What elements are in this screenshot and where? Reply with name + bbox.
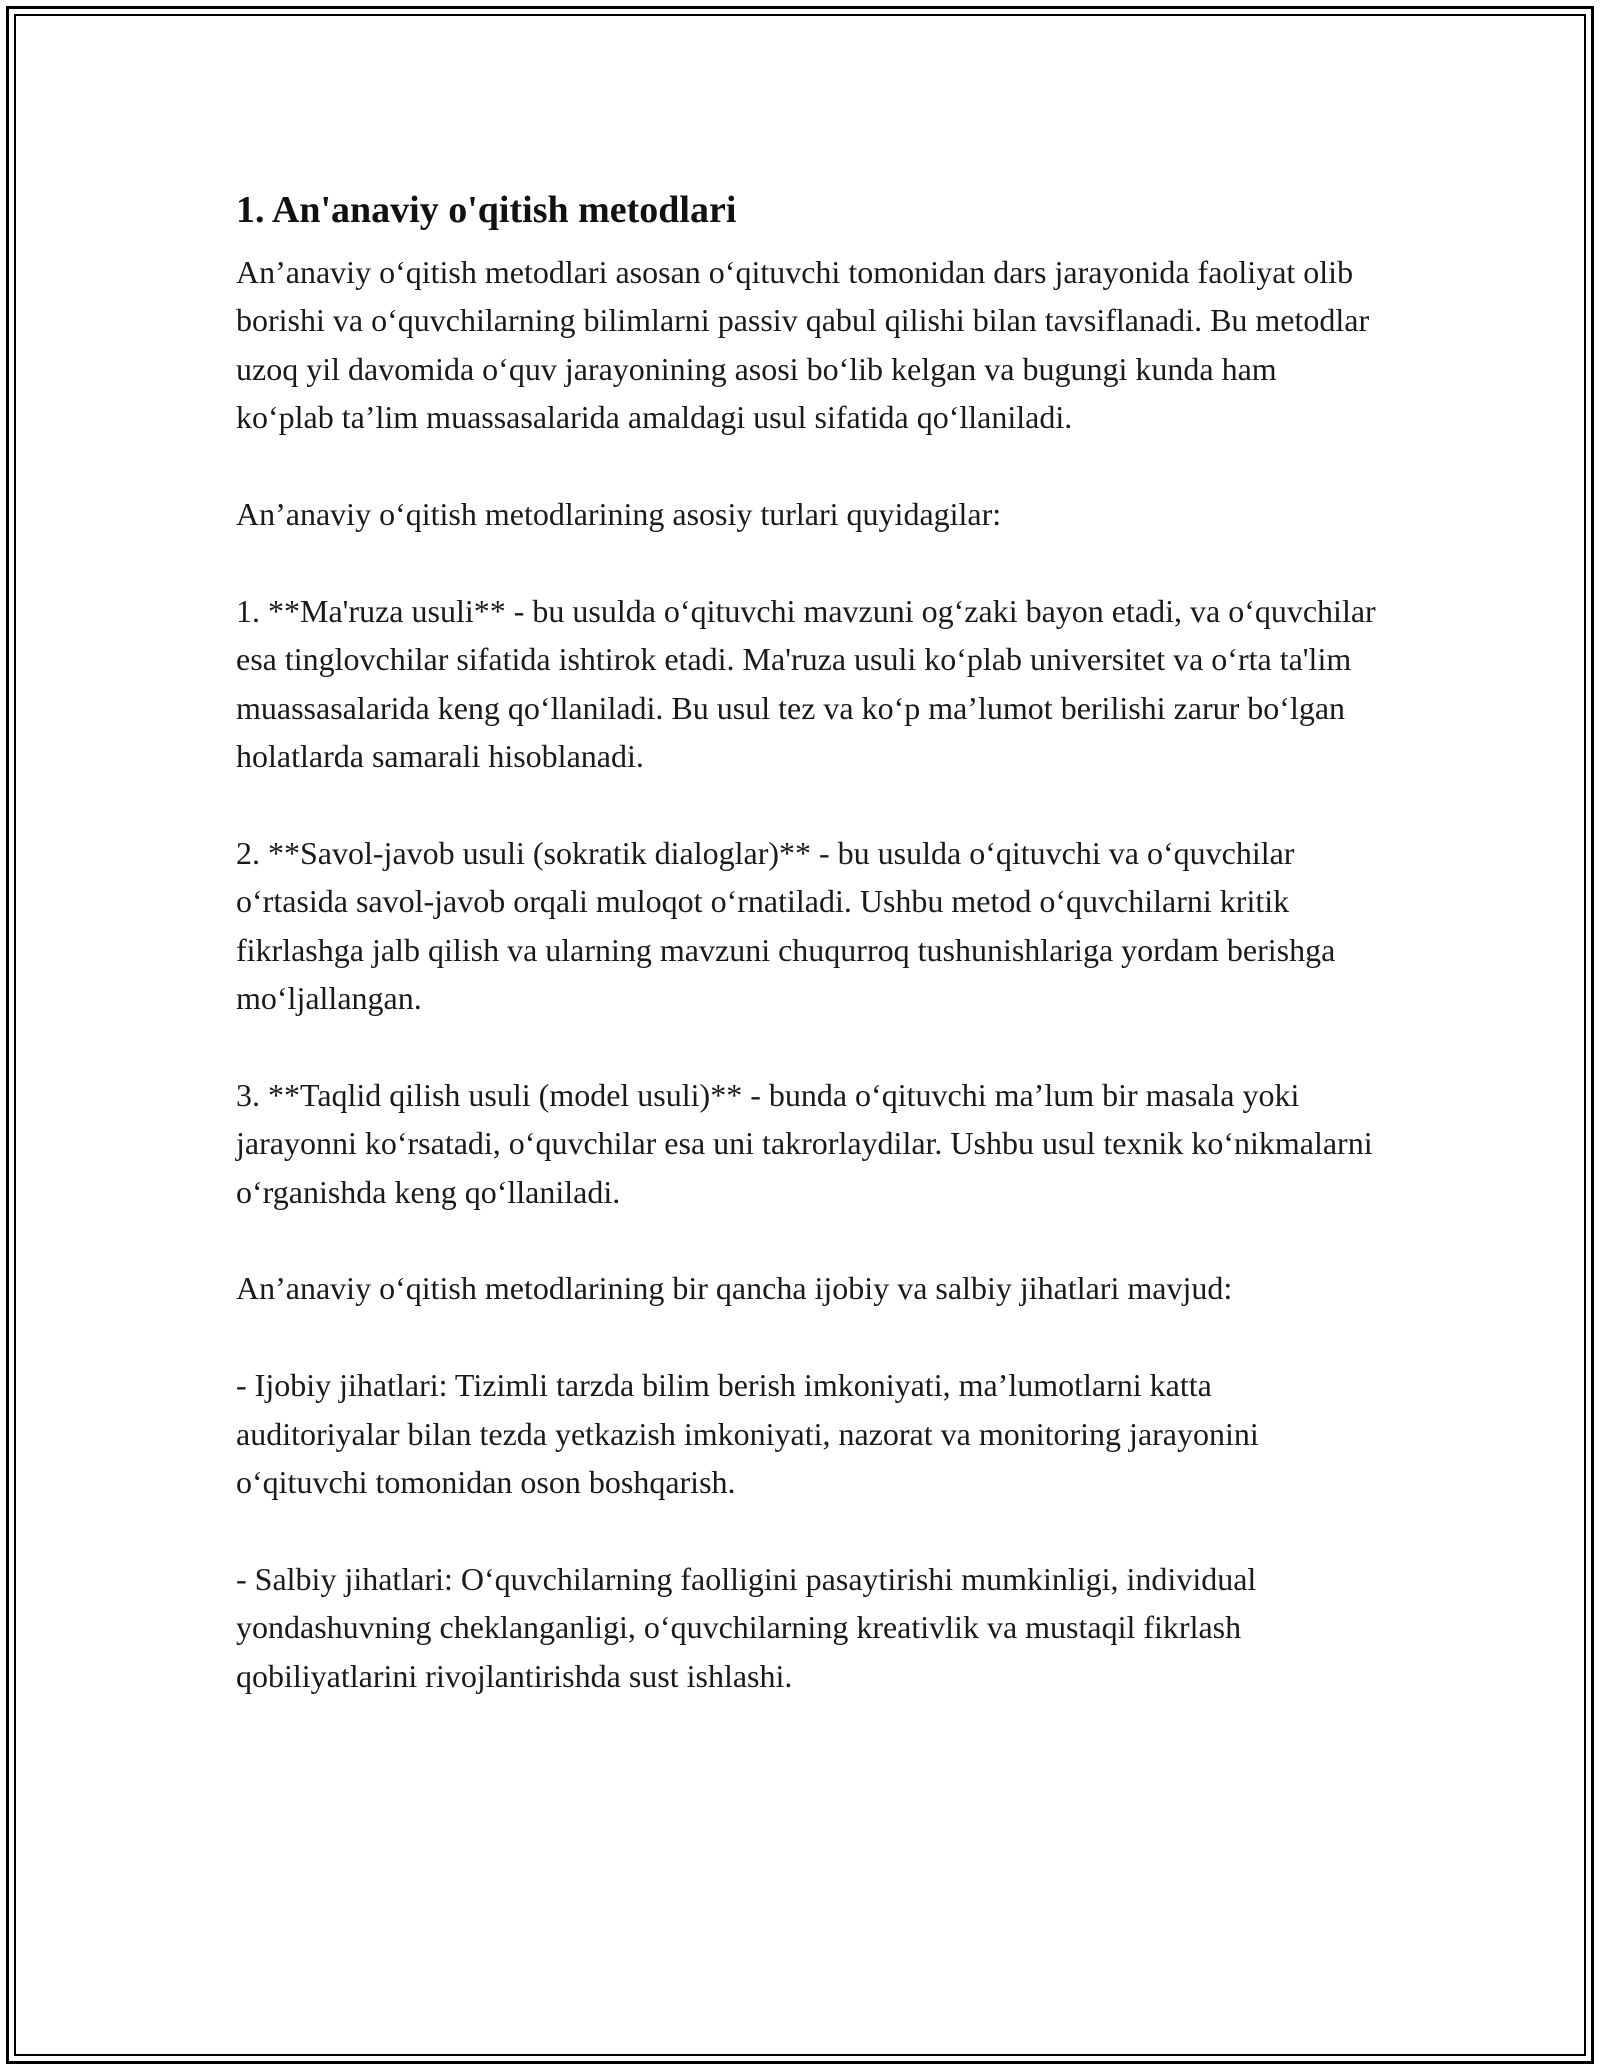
imitation-method-paragraph: 3. **Taqlid qilish usuli (model usuli)** - bunda o‘qituvchi ma’lum bir masala yoki jarayonni ko‘rsatadi, o‘quvchilar esa uni takrorlaydilar. Ushbu usul texnik ko‘nikmalarni o‘rganishda keng qo‘llaniladi.	[236, 1076, 1373, 1210]
types-intro-paragraph: An’anaviy o‘qitish metodlarining asosiy turlari quyidagilar:	[236, 496, 1002, 533]
question-answer-method-paragraph: 2. **Savol-javob usuli (sokratik dialoglar)** - bu usulda o‘qituvchi va o‘quvchilar o‘rtasida savol-javob orqali muloqot o‘rnatiladi. Ushbu metod o‘quvchilarni kritik fikrlashga jalb qilish va ularning mavzuni chuqurroq tushunishlariga yordam berishga mo‘ljallangan.	[236, 834, 1336, 1017]
pros-cons-intro-paragraph: An’anaviy o‘qitish metodlarining bir qancha ijobiy va salbiy jihatlari mavjud:	[236, 1270, 1233, 1307]
intro-paragraph: An’anaviy o‘qitish metodlari asosan o‘qituvchi tomonidan dars jarayonida faoliyat olib borishi va o‘quvchilarning bilimlarni passiv qabul qilishi bilan tavsiflanadi. Bu metodlar uzoq yil davomida o‘quv jarayonining asosi bo‘lib kelgan va bugungi kunda ham ko‘plab ta’lim muassasalarida amaldagi usul sifatida qo‘llaniladi.	[236, 254, 1370, 436]
negative-aspects-paragraph: - Salbiy jihatlari: O‘quvchilarning faolligini pasaytirishi mumkinligi, individual yondashuvning cheklanganligi, o‘quvchilarning kreativlik va mustaqil fikrlash qobiliyatlarini rivojlantirishda sust ishlashi.	[236, 1560, 1257, 1694]
positive-aspects-paragraph: - Ijobiy jihatlari: Tizimli tarzda bilim berish imkoniyati, ma’lumotlarni katta auditoriyalar bilan tezda yetkazish imkoniyati, nazorat va monitoring jarayonini o‘qituvchi tomonidan oson boshqarish.	[236, 1367, 1259, 1501]
document-body	[236, 186, 1376, 1748]
lecture-method-paragraph: 1. **Ma'ruza usuli** - bu usulda o‘qituvchi mavzuni og‘zaki bayon etadi, va o‘quvchilar esa tinglovchilar sifatida ishtirok etadi. Ma'ruza usuli ko‘plab universitet va o‘rta ta'lim muassasalarida keng qo‘llaniladi. Bu usul tez va ko‘p ma’lumot berilishi zarur bo‘lgan holatlarda samarali hisoblanadi.	[236, 592, 1376, 775]
section-heading: 1. An'anaviy o'qitish metodlari	[236, 189, 737, 231]
